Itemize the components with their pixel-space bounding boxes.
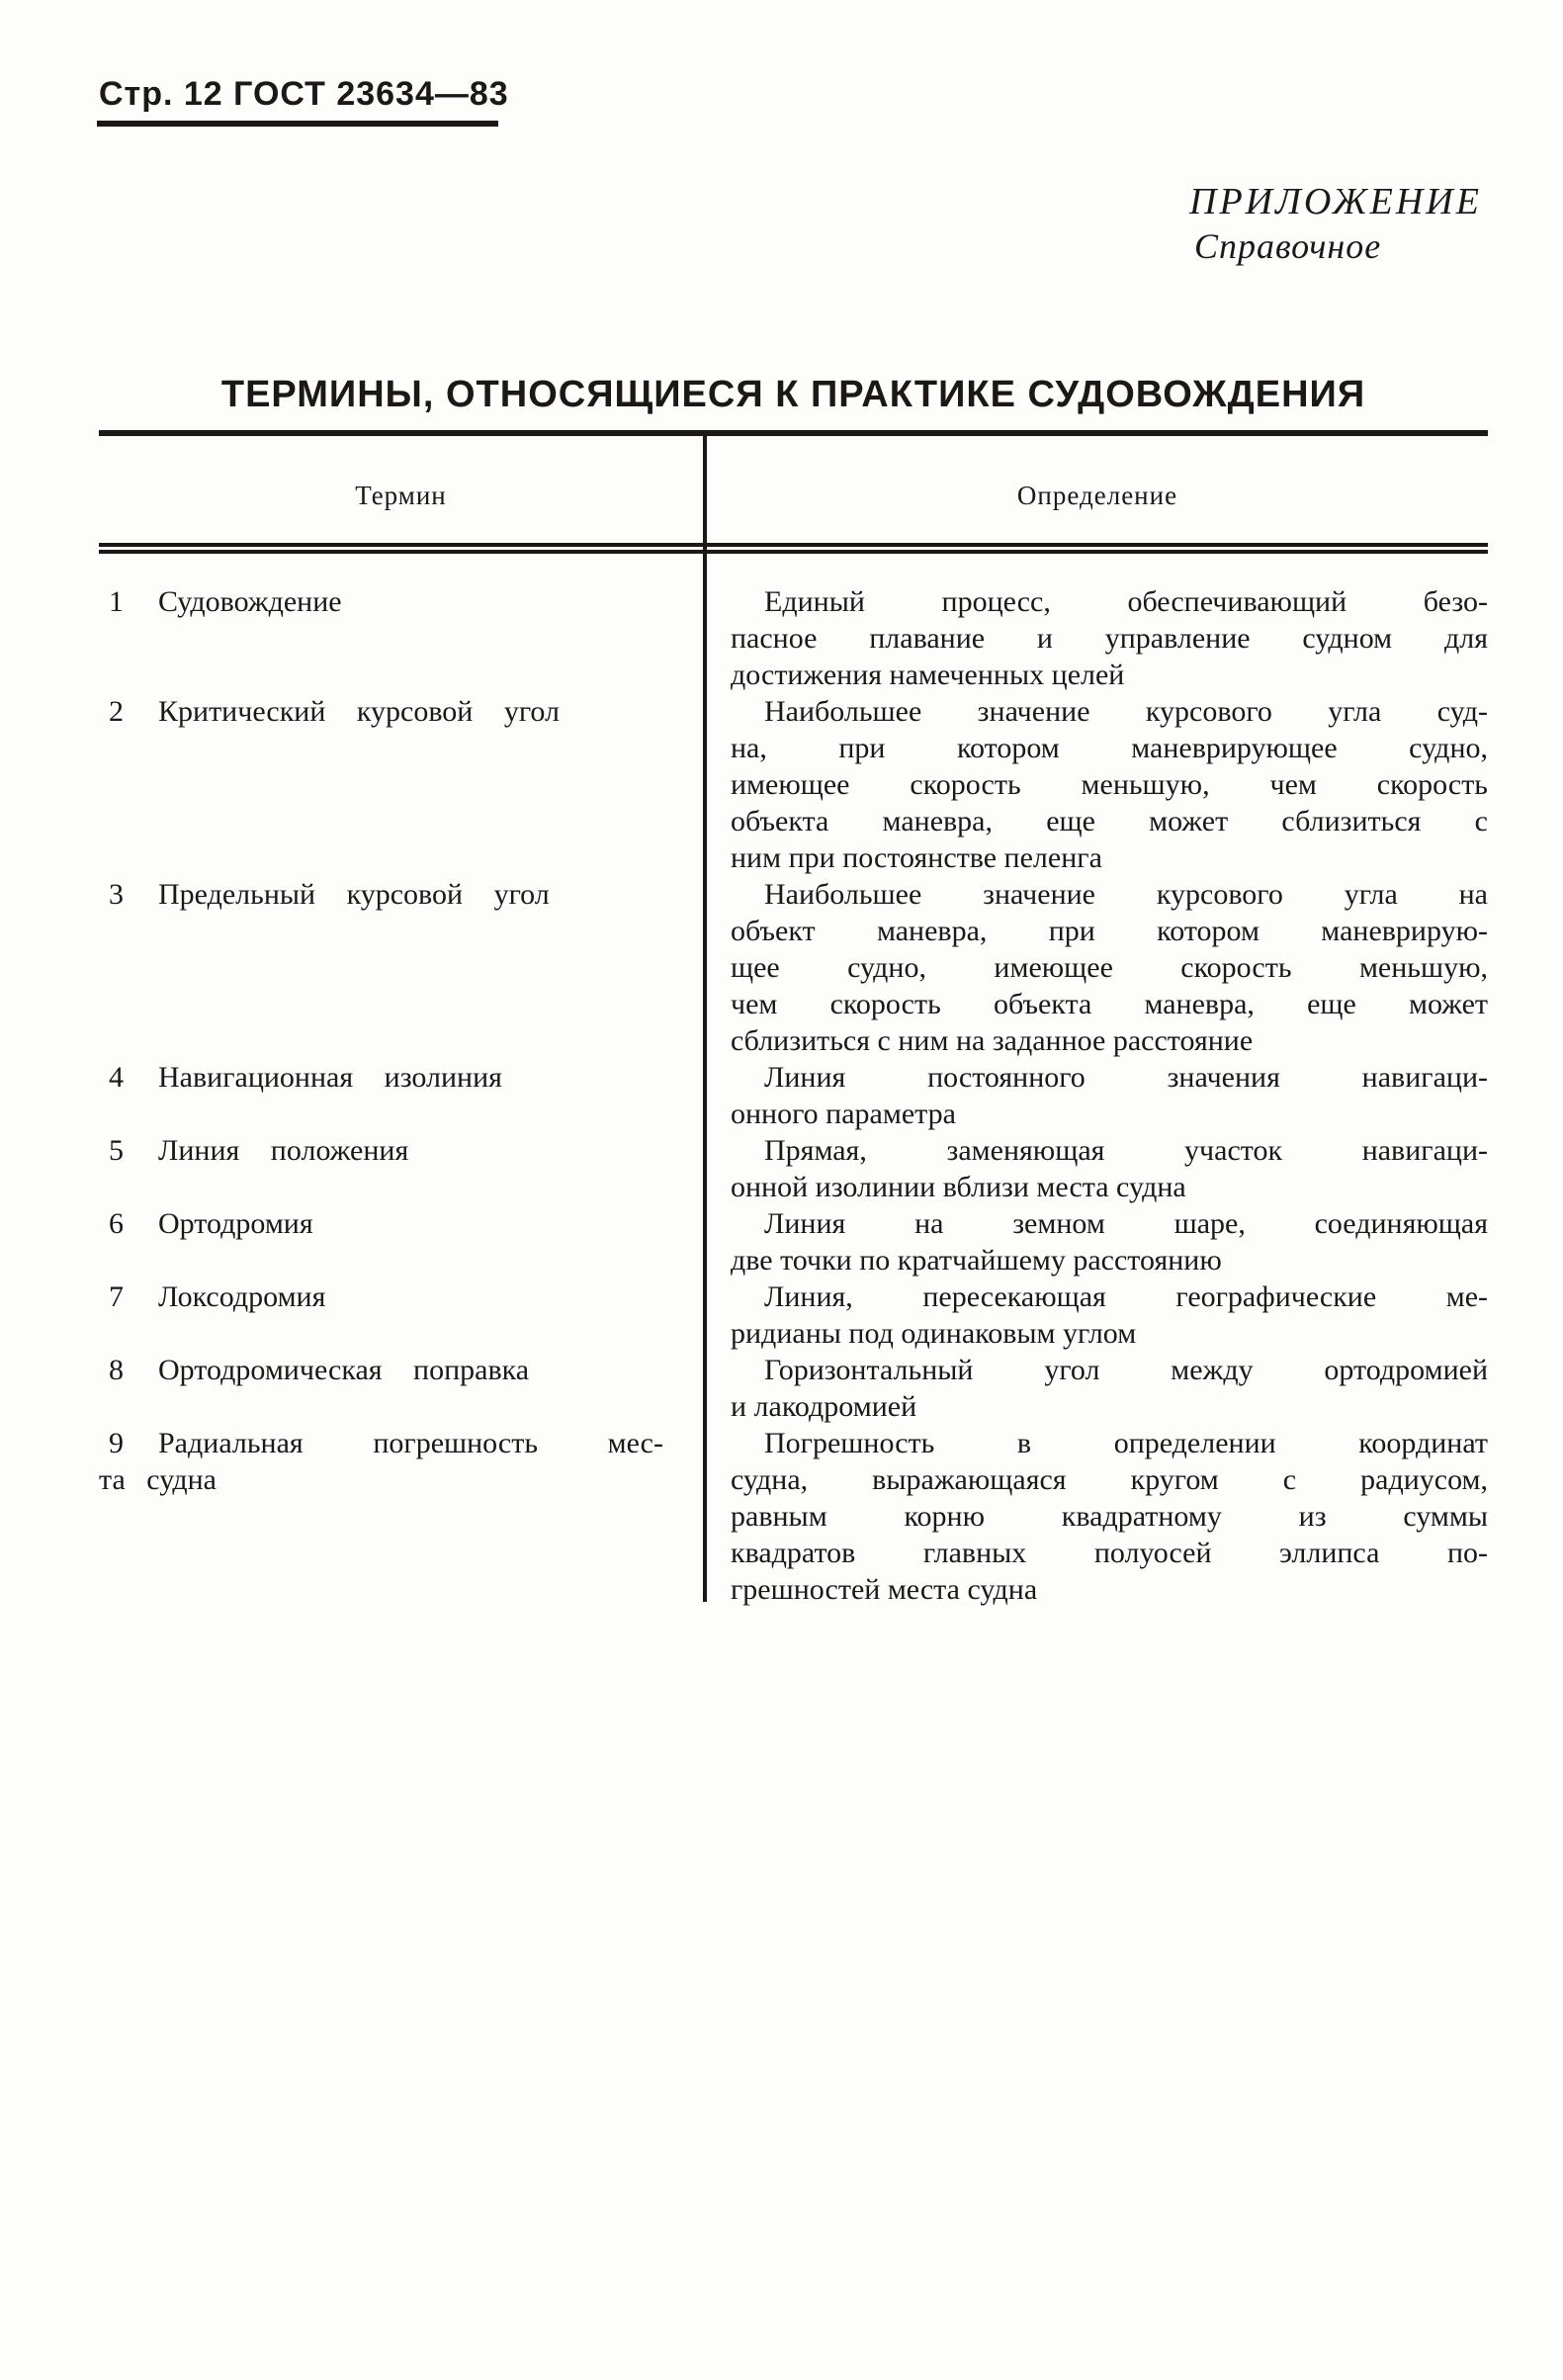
table-row [99,1352,1488,1425]
definition-line: ридианы под одинаковым углом [731,1317,1137,1350]
term-cell [99,583,703,620]
definition-line: Линия, пересекающая географические ме- [764,1280,1488,1313]
definition-cell [703,1278,1488,1352]
definition-line: чем скорость объекта маневра, еще может [731,988,1488,1020]
table-row [99,1132,1488,1205]
definition-cell [703,1059,1488,1132]
term-line [109,693,663,730]
term-text: Предельный курсовой угол [158,878,550,911]
definition-line: Горизонтальный угол между ортодромией [764,1354,1488,1386]
term-line [109,1205,663,1242]
definition-line: онного параметра [731,1098,956,1130]
definition-line: ним при постоянстве пеленга [731,841,1102,874]
term-text: Радиальная погрешность мес- [158,1427,663,1459]
definition-line: равным корню квадратному из суммы [731,1500,1488,1533]
definition-line: Наибольшее значение курсового угла на [764,878,1488,911]
definition-line: грешностей места судна [731,1573,1038,1606]
term-line [109,1425,663,1461]
term-text-continuation: та судна [99,1463,217,1496]
definition-line: сблизиться с ним на заданное расстояние [731,1024,1254,1057]
definition-line: достижения намеченных целей [731,659,1125,691]
definition-line: Наибольшее значение курсового угла суд- [764,695,1488,728]
term-cell [99,1205,703,1242]
term-number: 6 [109,1207,124,1240]
term-number: 9 [109,1427,124,1459]
term-text: Критический курсовой угол [158,695,560,728]
table-row [99,693,1488,876]
term-line [109,1352,663,1388]
appendix-sublabel: Справочное [1194,226,1382,266]
definition-line: объект маневра, при котором маневрирую- [731,915,1488,947]
term-cell [99,693,703,730]
appendix-label: ПРИЛОЖЕНИЕ [1189,181,1482,222]
running-head-underline [97,121,498,127]
definition-line: онной изолинии вблизи места судна [731,1171,1186,1203]
definition-line: квадратов главных полуосей эллипса по- [731,1537,1488,1569]
term-cell [99,1278,703,1315]
table-body [99,583,1488,1608]
definition-line: Линия на земном шаре, соединяющая [764,1207,1488,1240]
definition-cell [703,1205,1488,1278]
table-row [99,1278,1488,1352]
term-cell [99,1352,703,1388]
column-header-definition: Определение [1016,481,1178,510]
term-number: 2 [109,695,124,728]
table-row [99,876,1488,1059]
term-cell [99,1425,703,1498]
definition-line: Линия постоянного значения навигаци- [764,1061,1488,1094]
table-row [99,1425,1488,1608]
definition-cell [703,876,1488,1059]
term-text: Ортодромия [158,1207,313,1240]
definition-line: Прямая, заменяющая участок навигаци- [764,1134,1488,1167]
table-row [99,1205,1488,1278]
definition-cell [703,1425,1488,1608]
definition-cell [703,693,1488,876]
running-head: Стр. 12 ГОСТ 23634—83 [99,75,509,113]
term-text: Линия положения [158,1134,409,1167]
table-header-rule-lower [99,550,1488,554]
definition-cell [703,1132,1488,1205]
term-line [109,583,663,620]
definition-line: объекта маневра, еще может сблизиться с [731,805,1488,837]
term-text: Ортодромическая поправка [158,1354,530,1386]
term-text: Судовождение [158,585,342,618]
definition-cell [703,1352,1488,1425]
term-number: 7 [109,1280,124,1313]
definition-line: имеющее скорость меньшую, чем скорость [731,768,1488,801]
definition-line: Погрешность в определении координат [764,1427,1488,1459]
term-line [109,1278,663,1315]
term-cell [99,1059,703,1096]
term-line [109,1059,663,1096]
term-line [109,1132,663,1169]
term-text: Локсодромия [158,1280,326,1313]
term-number: 4 [109,1061,124,1094]
table-top-rule [99,430,1488,436]
table-row [99,1059,1488,1132]
definition-line: Единый процесс, обеспечивающий безо- [764,585,1488,618]
term-number: 5 [109,1134,124,1167]
column-header-term: Термин [355,481,447,510]
term-number: 8 [109,1354,124,1386]
term-cell [99,876,703,913]
table-header-rule-upper [99,543,1488,547]
definition-cell [703,583,1488,693]
term-line [109,876,663,913]
term-number: 1 [109,585,124,618]
table-row [99,583,1488,693]
definition-line: на, при котором маневрирующее судно, [731,732,1488,764]
term-number: 3 [109,878,124,911]
definition-line: две точки по кратчайшему расстоянию [731,1244,1222,1277]
definition-line: щее судно, имеющее скорость меньшую, [731,951,1488,984]
term-text: Навигационная изолиния [158,1061,502,1094]
definition-line: пасное плавание и управление судном для [731,622,1488,655]
definition-line: и лакодромией [731,1390,917,1423]
term-cell [99,1132,703,1169]
page-title: ТЕРМИНЫ, ОТНОСЯЩИЕСЯ К ПРАКТИКЕ СУДОВОЖДЕНИЯ [220,374,1366,415]
definition-line: судна, выражающаяся кругом с радиусом, [731,1463,1488,1496]
